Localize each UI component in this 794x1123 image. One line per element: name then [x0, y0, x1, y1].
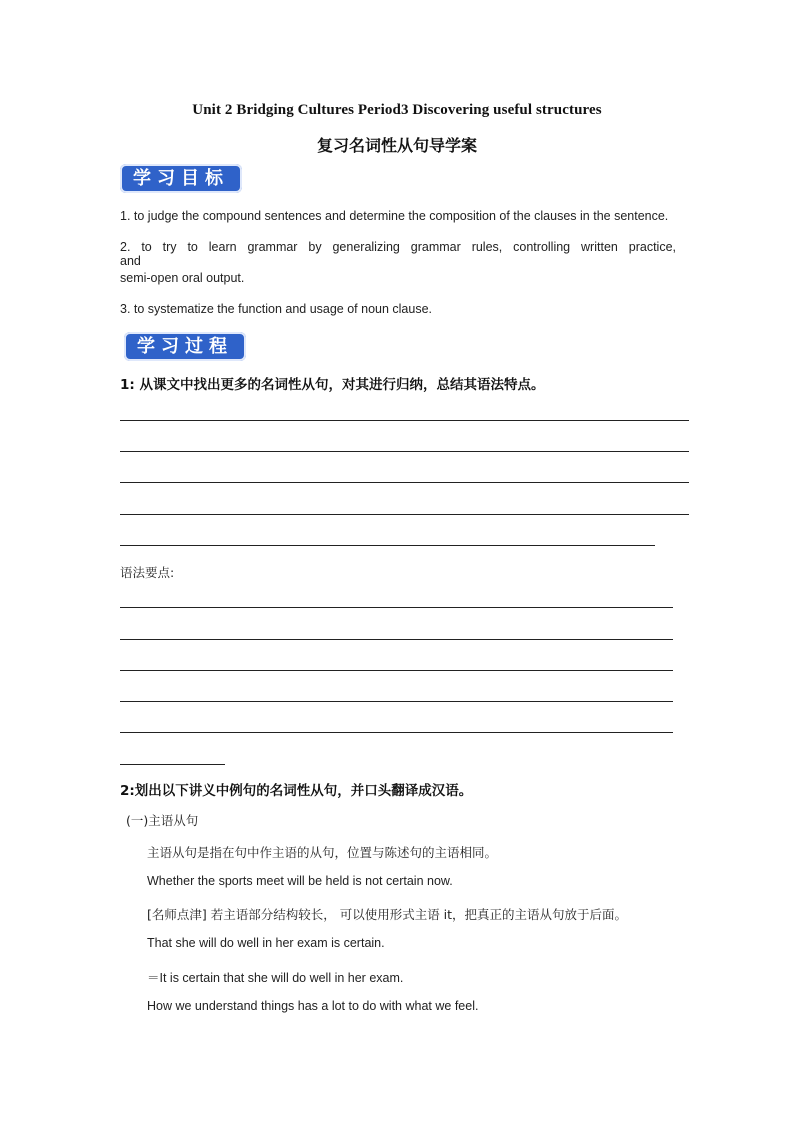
grammar-line[interactable]	[120, 732, 673, 733]
learning-goals-badge: 学习目标	[120, 164, 242, 193]
answer-line[interactable]	[120, 451, 689, 452]
grammar-line[interactable]	[120, 764, 225, 765]
goal-item-2: 2. to try to learn grammar by generalizing grammar rules, controlling written practice, and	[120, 240, 676, 268]
question-1: 1: 从课文中找出更多的名词性从句，对其进行归纳，总结其语法特点。	[120, 377, 545, 393]
example-sentence: Whether the sports meet will be held is not certain now.	[147, 874, 453, 888]
grammar-line[interactable]	[120, 670, 673, 671]
goal-item-1: 1. to judge the compound sentences and determine the composition of the clauses in the sentence.	[120, 209, 669, 223]
subject-clause-heading: (一)主语从句	[126, 813, 199, 828]
example-sentence: ＝It is certain that she will do well in her exam.	[147, 971, 404, 985]
answer-line[interactable]	[120, 482, 689, 483]
goal-item-2-cont: semi-open oral output.	[120, 271, 245, 285]
goal-item-3: 3. to systematize the function and usage of noun clause.	[120, 302, 433, 316]
document-subtitle: 复习名词性从句导学案	[316, 138, 477, 155]
grammar-points-label: 语法要点:	[120, 565, 175, 580]
answer-line[interactable]	[120, 420, 689, 421]
grammar-line[interactable]	[120, 639, 673, 640]
example-sentence: That she will do well in her exam is certain.	[147, 936, 385, 950]
question-2: 2:划出以下讲义中例句的名词性从句，并口头翻译成汉语。	[120, 783, 473, 799]
grammar-line[interactable]	[120, 701, 673, 702]
learning-process-badge: 学习过程	[124, 332, 246, 361]
explanation-line: 主语从句是指在句中作主语的从句，位置与陈述句的主语相同。	[147, 845, 498, 860]
teacher-tip: [名师点津] 若主语部分结构较长， 可以使用形式主语 it，把真正的主语从句放于后面。	[147, 907, 628, 922]
document-title: Unit 2 Bridging Cultures Period3 Discovering useful structures	[192, 102, 602, 118]
example-sentence: How we understand things has a lot to do with what we feel.	[147, 999, 479, 1013]
answer-line[interactable]	[120, 545, 655, 546]
answer-line[interactable]	[120, 514, 689, 515]
grammar-line[interactable]	[120, 607, 673, 608]
